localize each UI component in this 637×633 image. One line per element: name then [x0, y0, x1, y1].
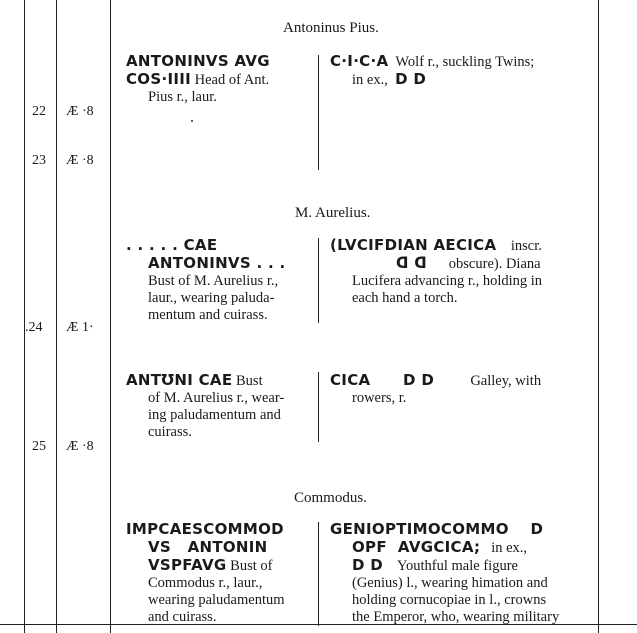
obverse-legend: IMPCAESCOMMOD: [126, 520, 284, 538]
obverse-description: ing paludamentum and: [148, 407, 281, 423]
reverse-legend: GENIOPTIMOCOMMO: [330, 520, 509, 538]
reverse-description: in ex.,: [352, 72, 388, 88]
reverse-description: the Emperor, who, wearing military: [352, 609, 560, 625]
reverse-legend: D: [530, 520, 544, 538]
metal-column-rule: [110, 0, 111, 633]
catalogue-number: 23: [32, 153, 46, 168]
obverse-description: Bust of M. Aurelius r.,: [148, 273, 279, 289]
reverse-description: (Genius) l., wearing himation and: [352, 575, 548, 591]
obv-rev-divider-antoninus: [318, 55, 319, 170]
reverse-description: Galley, with: [470, 373, 542, 389]
obverse-legend: . . . . . CAE: [126, 236, 218, 254]
reverse-description: rowers, r.: [352, 390, 407, 406]
reverse-legend: OPF AVGCICA;: [352, 538, 481, 556]
obverse-description: Bust of: [230, 558, 273, 574]
obverse-description: wearing paludamentum: [148, 592, 285, 608]
reverse-description: obscure). Diana: [448, 256, 541, 272]
reverse-description: Wolf r., suckling Twins;: [395, 54, 535, 70]
reverse-description: Lucifera advancing r., holding in: [352, 273, 543, 289]
obverse-legend: COS·IIII: [126, 70, 191, 88]
reverse-description: holding cornucopiae in l., crowns: [352, 592, 547, 608]
reverse-legend: C·I·C·A: [330, 52, 389, 70]
metal-size: Æ 1·: [66, 320, 94, 335]
reverse-legend: CICA: [330, 371, 371, 389]
reverse-antoninus: [330, 53, 588, 89]
reverse-description: inscr.: [510, 238, 542, 254]
obv-rev-divider-commodus: [318, 522, 319, 626]
obv-rev-divider-aurelius-25: [318, 372, 319, 442]
obverse-aurelius-25: [126, 372, 306, 441]
obverse-legend: VS ANTONIN: [148, 538, 268, 556]
obverse-description: of M. Aurelius r., wear-: [148, 390, 285, 406]
reverse-legend: D D: [403, 371, 435, 389]
obverse-description: cuirass.: [148, 424, 192, 440]
obverse-commodus: [126, 521, 306, 626]
obverse-legend: ANTONINVS AVG: [126, 52, 270, 70]
obverse-description: Head of Ant.: [194, 72, 270, 88]
obverse-legend: VSPFAVG: [148, 556, 227, 574]
obverse-description: Pius r., laur.: [148, 89, 217, 105]
obverse-description: Commodus r., laur.,: [148, 575, 263, 591]
section-heading-antoninus: Antoninus Pius.: [283, 20, 379, 36]
left-margin-rule: [24, 0, 25, 633]
catalogue-number: 25: [32, 439, 46, 454]
reverse-legend: ᗡ ᗡ: [396, 254, 428, 272]
right-margin-rule: [598, 0, 599, 633]
number-column-rule: [56, 0, 57, 633]
metal-size: Æ ·8: [66, 439, 94, 454]
section-heading-commodus: Commodus.: [294, 490, 367, 506]
section-heading-aurelius: M. Aurelius.: [295, 205, 371, 221]
catalogue-number: 22: [32, 104, 46, 119]
metal-size: Æ ·8: [66, 104, 94, 119]
obverse-description: mentum and cuirass.: [148, 307, 268, 323]
reverse-legend: D D: [352, 556, 384, 574]
printed-speck: [191, 120, 193, 122]
reverse-legend: (LVCIFDIAN AECICA: [330, 236, 497, 254]
obverse-description: Bust: [236, 373, 263, 389]
reverse-aurelius-24: [330, 237, 588, 307]
reverse-description: in ex.,: [491, 540, 528, 556]
reverse-aurelius-25: [330, 372, 588, 407]
reverse-description: each hand a torch.: [352, 290, 458, 306]
reverse-commodus: [330, 521, 588, 626]
reverse-legend: D D: [395, 70, 427, 88]
obverse-description: laur., wearing paluda-: [148, 290, 275, 306]
obverse-legend: ANTONINVS . . .: [148, 254, 286, 272]
obverse-antoninus: [126, 53, 306, 106]
catalogue-number: .24: [25, 320, 43, 335]
obv-rev-divider-aurelius-24: [318, 238, 319, 323]
obverse-description: and cuirass.: [148, 609, 217, 625]
obverse-legend: ANTƱNI CAE: [126, 371, 233, 389]
metal-size: Æ ·8: [66, 153, 94, 168]
reverse-description: Youthful male figure: [397, 558, 518, 574]
obverse-aurelius-24: [126, 237, 306, 324]
